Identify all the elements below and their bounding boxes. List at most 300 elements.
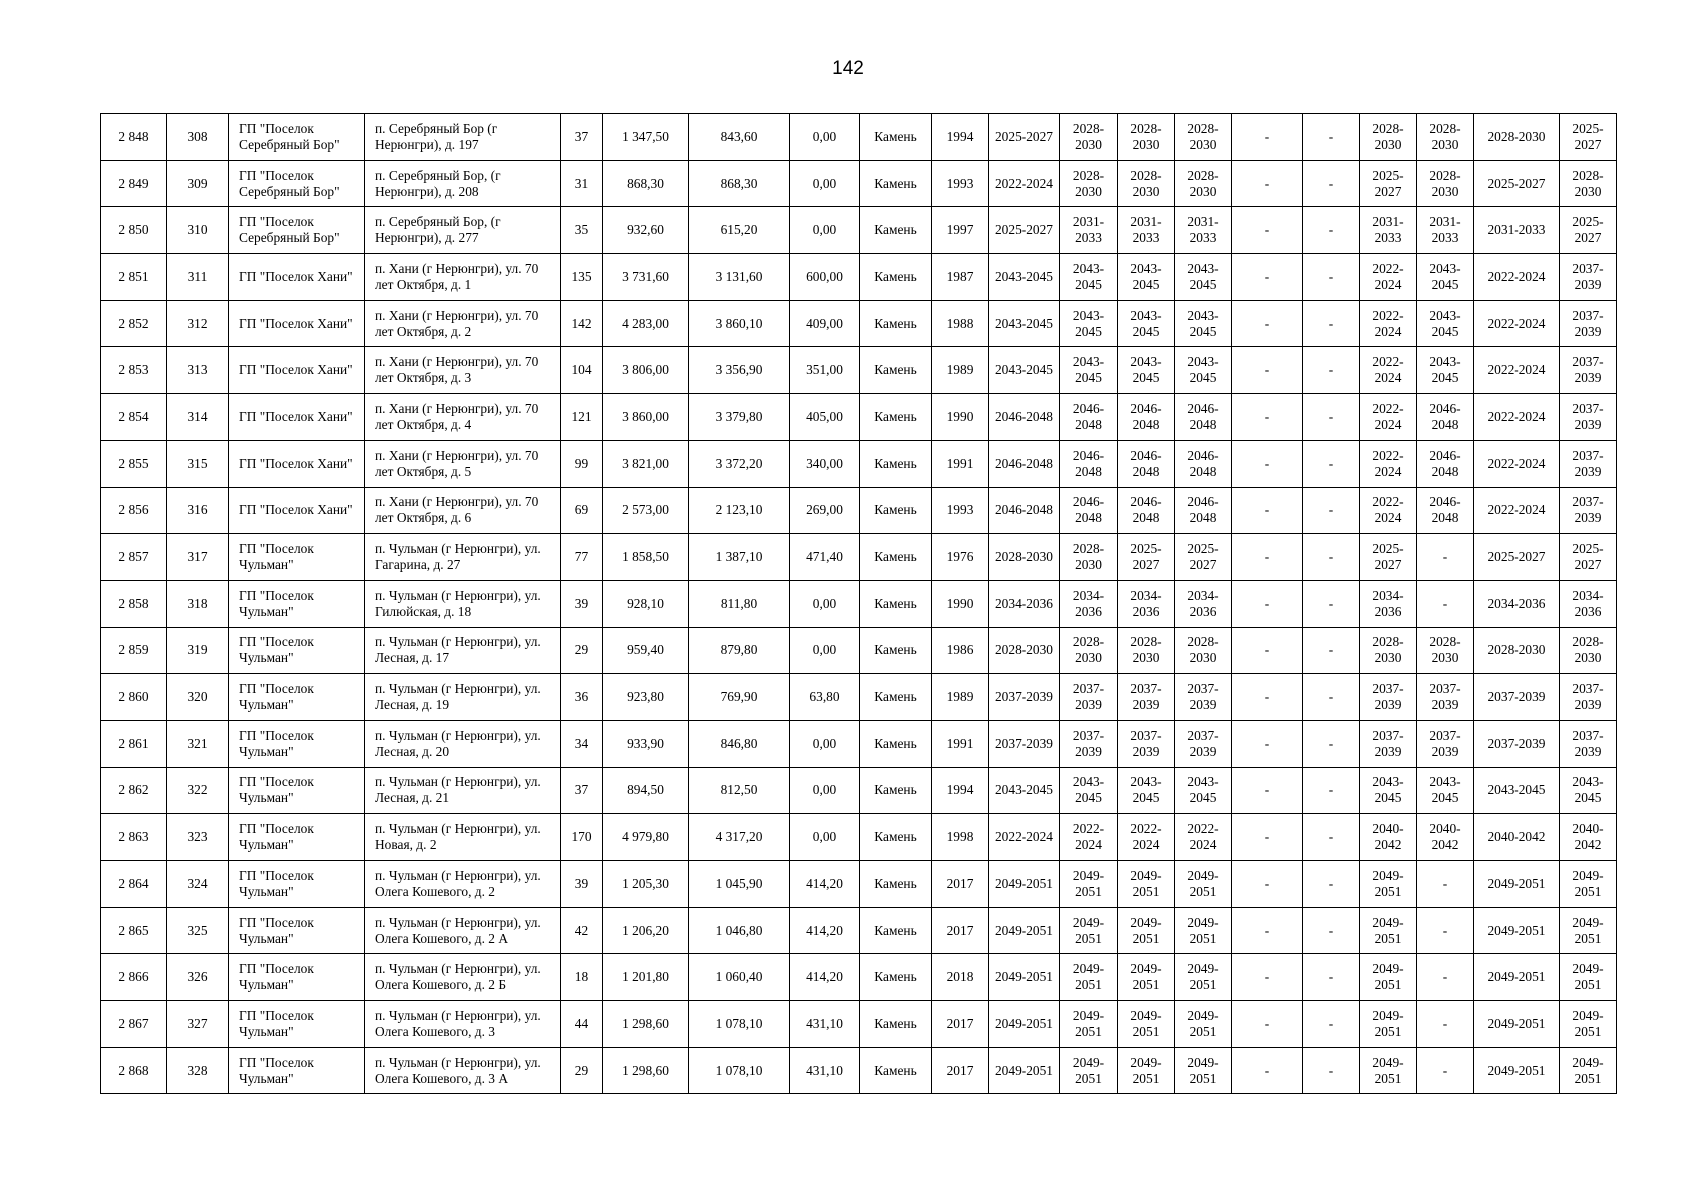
cell-period-7: 2049-2051 bbox=[1360, 861, 1417, 908]
cell-residents: 69 bbox=[561, 487, 603, 534]
cell-period-2: 2046-2048 bbox=[1060, 394, 1118, 441]
cell-period-5: - bbox=[1232, 534, 1303, 581]
table-row bbox=[101, 114, 1617, 161]
cell-wall-material: Камень bbox=[860, 300, 932, 347]
table-row bbox=[101, 534, 1617, 581]
cell-period-6: - bbox=[1303, 160, 1360, 207]
cell-nonresidential-area: 414,20 bbox=[790, 954, 860, 1001]
cell-period-8: 2046-2048 bbox=[1417, 440, 1474, 487]
cell-period-4: 2046-2048 bbox=[1175, 440, 1232, 487]
cell-build-year: 1989 bbox=[932, 674, 989, 721]
cell-local-number: 321 bbox=[167, 720, 229, 767]
table-row bbox=[101, 954, 1617, 1001]
cell-period-9: 2022-2024 bbox=[1474, 347, 1560, 394]
cell-period-6: - bbox=[1303, 861, 1360, 908]
housing-repair-schedule-table bbox=[100, 113, 1617, 1094]
cell-address: п. Чульман (г Нерюнгри), ул. Гилюйская, д. 18 bbox=[365, 580, 561, 627]
cell-period-4: 2046-2048 bbox=[1175, 487, 1232, 534]
cell-period-8: - bbox=[1417, 954, 1474, 1001]
cell-period-3: 2046-2048 bbox=[1118, 394, 1175, 441]
cell-period-6: - bbox=[1303, 347, 1360, 394]
cell-total-area: 3 821,00 bbox=[603, 440, 689, 487]
cell-period-2: 2046-2048 bbox=[1060, 440, 1118, 487]
table-row bbox=[101, 300, 1617, 347]
cell-address: п. Хани (г Нерюнгри), ул. 70 лет Октября, д. 4 bbox=[365, 394, 561, 441]
cell-wall-material: Камень bbox=[860, 487, 932, 534]
cell-period-2: 2049-2051 bbox=[1060, 907, 1118, 954]
cell-living-area: 1 060,40 bbox=[689, 954, 790, 1001]
cell-row-number: 2 857 bbox=[101, 534, 167, 581]
cell-period-8: - bbox=[1417, 1047, 1474, 1094]
cell-period-2: 2043-2045 bbox=[1060, 300, 1118, 347]
cell-municipality: ГП "Поселок Хани" bbox=[229, 487, 365, 534]
cell-period-4: 2034-2036 bbox=[1175, 580, 1232, 627]
cell-period-9: 2022-2024 bbox=[1474, 440, 1560, 487]
cell-period-2: 2028-2030 bbox=[1060, 627, 1118, 674]
cell-period-6: - bbox=[1303, 814, 1360, 861]
cell-period-4: 2031-2033 bbox=[1175, 207, 1232, 254]
cell-period-7: 2049-2051 bbox=[1360, 907, 1417, 954]
cell-period-8: - bbox=[1417, 861, 1474, 908]
cell-period-3: 2049-2051 bbox=[1118, 954, 1175, 1001]
cell-period-6: - bbox=[1303, 674, 1360, 721]
cell-municipality: ГП "Поселок Чульман" bbox=[229, 580, 365, 627]
cell-living-area: 843,60 bbox=[689, 114, 790, 161]
cell-living-area: 811,80 bbox=[689, 580, 790, 627]
cell-period-7: 2022-2024 bbox=[1360, 347, 1417, 394]
cell-nonresidential-area: 0,00 bbox=[790, 720, 860, 767]
cell-period-4: 2028-2030 bbox=[1175, 160, 1232, 207]
cell-period-3: 2049-2051 bbox=[1118, 861, 1175, 908]
cell-local-number: 308 bbox=[167, 114, 229, 161]
table-row bbox=[101, 160, 1617, 207]
cell-residents: 77 bbox=[561, 534, 603, 581]
cell-period-10: 2037-2039 bbox=[1560, 440, 1617, 487]
cell-period-4: 2022-2024 bbox=[1175, 814, 1232, 861]
cell-period-7: 2043-2045 bbox=[1360, 767, 1417, 814]
table-row bbox=[101, 207, 1617, 254]
cell-period-2: 2037-2039 bbox=[1060, 720, 1118, 767]
cell-period-9: 2025-2027 bbox=[1474, 160, 1560, 207]
table-row bbox=[101, 767, 1617, 814]
cell-period-6: - bbox=[1303, 1047, 1360, 1094]
cell-nonresidential-area: 414,20 bbox=[790, 861, 860, 908]
cell-total-area: 2 573,00 bbox=[603, 487, 689, 534]
cell-residents: 170 bbox=[561, 814, 603, 861]
cell-municipality: ГП "Поселок Чульман" bbox=[229, 720, 365, 767]
cell-total-area: 959,40 bbox=[603, 627, 689, 674]
cell-period-9: 2049-2051 bbox=[1474, 861, 1560, 908]
cell-build-year: 1990 bbox=[932, 394, 989, 441]
cell-wall-material: Камень bbox=[860, 627, 932, 674]
cell-period-4: 2049-2051 bbox=[1175, 907, 1232, 954]
cell-address: п. Хани (г Нерюнгри), ул. 70 лет Октября, д. 2 bbox=[365, 300, 561, 347]
cell-period-2: 2028-2030 bbox=[1060, 160, 1118, 207]
cell-address: п. Чульман (г Нерюнгри), ул. Лесная, д. 20 bbox=[365, 720, 561, 767]
cell-municipality: ГП "Поселок Чульман" bbox=[229, 534, 365, 581]
cell-residents: 29 bbox=[561, 627, 603, 674]
cell-nonresidential-area: 0,00 bbox=[790, 814, 860, 861]
cell-nonresidential-area: 0,00 bbox=[790, 580, 860, 627]
cell-period-8: - bbox=[1417, 907, 1474, 954]
cell-address: п. Чульман (г Нерюнгри), ул. Лесная, д. 17 bbox=[365, 627, 561, 674]
cell-period-6: - bbox=[1303, 394, 1360, 441]
cell-period-6: - bbox=[1303, 534, 1360, 581]
cell-total-area: 1 205,30 bbox=[603, 861, 689, 908]
cell-wall-material: Камень bbox=[860, 160, 932, 207]
cell-wall-material: Камень bbox=[860, 954, 932, 1001]
cell-period-2: 2049-2051 bbox=[1060, 861, 1118, 908]
cell-period-7: 2031-2033 bbox=[1360, 207, 1417, 254]
cell-build-year: 1989 bbox=[932, 347, 989, 394]
table-row bbox=[101, 814, 1617, 861]
cell-period-4: 2049-2051 bbox=[1175, 1047, 1232, 1094]
cell-period-6: - bbox=[1303, 300, 1360, 347]
cell-row-number: 2 851 bbox=[101, 254, 167, 301]
cell-residents: 142 bbox=[561, 300, 603, 347]
cell-period-9: 2028-2030 bbox=[1474, 627, 1560, 674]
cell-period-4: 2028-2030 bbox=[1175, 114, 1232, 161]
cell-period-3: 2037-2039 bbox=[1118, 720, 1175, 767]
cell-wall-material: Камень bbox=[860, 767, 932, 814]
table-row bbox=[101, 861, 1617, 908]
cell-period-2: 2043-2045 bbox=[1060, 767, 1118, 814]
cell-period-1: 2022-2024 bbox=[989, 814, 1060, 861]
cell-period-7: 2037-2039 bbox=[1360, 674, 1417, 721]
cell-living-area: 4 317,20 bbox=[689, 814, 790, 861]
cell-period-7: 2022-2024 bbox=[1360, 487, 1417, 534]
cell-period-1: 2022-2024 bbox=[989, 160, 1060, 207]
cell-address: п. Чульман (г Нерюнгри), ул. Гагарина, д. 27 bbox=[365, 534, 561, 581]
cell-period-3: 2046-2048 bbox=[1118, 440, 1175, 487]
cell-row-number: 2 854 bbox=[101, 394, 167, 441]
cell-period-3: 2028-2030 bbox=[1118, 627, 1175, 674]
cell-residents: 135 bbox=[561, 254, 603, 301]
cell-period-7: 2025-2027 bbox=[1360, 534, 1417, 581]
cell-wall-material: Камень bbox=[860, 440, 932, 487]
cell-period-2: 2046-2048 bbox=[1060, 487, 1118, 534]
cell-residents: 42 bbox=[561, 907, 603, 954]
cell-nonresidential-area: 600,00 bbox=[790, 254, 860, 301]
cell-period-7: 2049-2051 bbox=[1360, 1047, 1417, 1094]
cell-period-7: 2049-2051 bbox=[1360, 954, 1417, 1001]
cell-period-6: - bbox=[1303, 114, 1360, 161]
cell-period-1: 2049-2051 bbox=[989, 907, 1060, 954]
cell-wall-material: Камень bbox=[860, 207, 932, 254]
cell-period-8: - bbox=[1417, 1001, 1474, 1048]
cell-municipality: ГП "Поселок Чульман" bbox=[229, 907, 365, 954]
table-row bbox=[101, 720, 1617, 767]
cell-local-number: 320 bbox=[167, 674, 229, 721]
cell-local-number: 313 bbox=[167, 347, 229, 394]
cell-living-area: 812,50 bbox=[689, 767, 790, 814]
cell-total-area: 1 201,80 bbox=[603, 954, 689, 1001]
cell-living-area: 1 046,80 bbox=[689, 907, 790, 954]
cell-period-8: 2031-2033 bbox=[1417, 207, 1474, 254]
cell-period-10: 2034-2036 bbox=[1560, 580, 1617, 627]
cell-residents: 37 bbox=[561, 767, 603, 814]
cell-residents: 29 bbox=[561, 1047, 603, 1094]
cell-period-7: 2040-2042 bbox=[1360, 814, 1417, 861]
cell-local-number: 322 bbox=[167, 767, 229, 814]
cell-nonresidential-area: 0,00 bbox=[790, 114, 860, 161]
cell-period-10: 2049-2051 bbox=[1560, 907, 1617, 954]
cell-wall-material: Камень bbox=[860, 1047, 932, 1094]
cell-total-area: 928,10 bbox=[603, 580, 689, 627]
cell-period-4: 2028-2030 bbox=[1175, 627, 1232, 674]
cell-period-10: 2037-2039 bbox=[1560, 254, 1617, 301]
cell-period-7: 2022-2024 bbox=[1360, 300, 1417, 347]
cell-local-number: 311 bbox=[167, 254, 229, 301]
cell-row-number: 2 848 bbox=[101, 114, 167, 161]
cell-period-6: - bbox=[1303, 954, 1360, 1001]
cell-municipality: ГП "Поселок Чульман" bbox=[229, 767, 365, 814]
cell-address: п. Чульман (г Нерюнгри), ул. Лесная, д. 21 bbox=[365, 767, 561, 814]
cell-period-7: 2028-2030 bbox=[1360, 114, 1417, 161]
cell-residents: 39 bbox=[561, 580, 603, 627]
cell-nonresidential-area: 0,00 bbox=[790, 207, 860, 254]
cell-residents: 36 bbox=[561, 674, 603, 721]
cell-period-10: 2049-2051 bbox=[1560, 861, 1617, 908]
cell-local-number: 314 bbox=[167, 394, 229, 441]
cell-nonresidential-area: 340,00 bbox=[790, 440, 860, 487]
cell-period-4: 2043-2045 bbox=[1175, 347, 1232, 394]
cell-address: п. Чульман (г Нерюнгри), ул. Олега Кошевого, д. 3 bbox=[365, 1001, 561, 1048]
cell-period-10: 2037-2039 bbox=[1560, 394, 1617, 441]
cell-period-1: 2043-2045 bbox=[989, 254, 1060, 301]
cell-period-9: 2025-2027 bbox=[1474, 534, 1560, 581]
cell-wall-material: Камень bbox=[860, 814, 932, 861]
cell-period-8: 2046-2048 bbox=[1417, 487, 1474, 534]
cell-row-number: 2 866 bbox=[101, 954, 167, 1001]
cell-nonresidential-area: 431,10 bbox=[790, 1001, 860, 1048]
cell-local-number: 326 bbox=[167, 954, 229, 1001]
cell-period-9: 2031-2033 bbox=[1474, 207, 1560, 254]
page-number: 142 bbox=[832, 58, 864, 79]
table-row bbox=[101, 674, 1617, 721]
cell-build-year: 1994 bbox=[932, 767, 989, 814]
cell-period-8: 2043-2045 bbox=[1417, 347, 1474, 394]
cell-wall-material: Камень bbox=[860, 394, 932, 441]
cell-row-number: 2 859 bbox=[101, 627, 167, 674]
cell-row-number: 2 856 bbox=[101, 487, 167, 534]
cell-nonresidential-area: 351,00 bbox=[790, 347, 860, 394]
cell-period-3: 2025-2027 bbox=[1118, 534, 1175, 581]
cell-period-7: 2028-2030 bbox=[1360, 627, 1417, 674]
cell-local-number: 319 bbox=[167, 627, 229, 674]
table-row bbox=[101, 580, 1617, 627]
cell-period-10: 2049-2051 bbox=[1560, 1001, 1617, 1048]
cell-period-8: 2040-2042 bbox=[1417, 814, 1474, 861]
cell-row-number: 2 862 bbox=[101, 767, 167, 814]
cell-period-4: 2043-2045 bbox=[1175, 300, 1232, 347]
cell-total-area: 1 298,60 bbox=[603, 1047, 689, 1094]
cell-living-area: 3 379,80 bbox=[689, 394, 790, 441]
cell-period-1: 2043-2045 bbox=[989, 767, 1060, 814]
cell-nonresidential-area: 269,00 bbox=[790, 487, 860, 534]
cell-address: п. Хани (г Нерюнгри), ул. 70 лет Октября, д. 3 bbox=[365, 347, 561, 394]
cell-period-5: - bbox=[1232, 1047, 1303, 1094]
cell-period-4: 2043-2045 bbox=[1175, 767, 1232, 814]
cell-period-3: 2028-2030 bbox=[1118, 160, 1175, 207]
cell-municipality: ГП "Поселок Чульман" bbox=[229, 954, 365, 1001]
cell-period-1: 2043-2045 bbox=[989, 347, 1060, 394]
cell-build-year: 1988 bbox=[932, 300, 989, 347]
table-row bbox=[101, 487, 1617, 534]
cell-municipality: ГП "Поселок Чульман" bbox=[229, 861, 365, 908]
cell-period-10: 2037-2039 bbox=[1560, 487, 1617, 534]
cell-living-area: 1 387,10 bbox=[689, 534, 790, 581]
cell-period-8: 2028-2030 bbox=[1417, 114, 1474, 161]
cell-period-6: - bbox=[1303, 580, 1360, 627]
cell-wall-material: Камень bbox=[860, 580, 932, 627]
cell-nonresidential-area: 0,00 bbox=[790, 160, 860, 207]
cell-period-7: 2022-2024 bbox=[1360, 254, 1417, 301]
cell-residents: 18 bbox=[561, 954, 603, 1001]
cell-total-area: 3 860,00 bbox=[603, 394, 689, 441]
cell-residents: 121 bbox=[561, 394, 603, 441]
cell-residents: 35 bbox=[561, 207, 603, 254]
cell-wall-material: Камень bbox=[860, 907, 932, 954]
cell-period-1: 2028-2030 bbox=[989, 627, 1060, 674]
cell-living-area: 1 045,90 bbox=[689, 861, 790, 908]
cell-period-6: - bbox=[1303, 720, 1360, 767]
cell-address: п. Чульман (г Нерюнгри), ул. Лесная, д. 19 bbox=[365, 674, 561, 721]
cell-wall-material: Камень bbox=[860, 347, 932, 394]
cell-period-5: - bbox=[1232, 861, 1303, 908]
cell-period-10: 2037-2039 bbox=[1560, 300, 1617, 347]
cell-period-8: 2043-2045 bbox=[1417, 767, 1474, 814]
cell-wall-material: Камень bbox=[860, 534, 932, 581]
cell-period-2: 2049-2051 bbox=[1060, 1047, 1118, 1094]
cell-row-number: 2 861 bbox=[101, 720, 167, 767]
cell-period-9: 2040-2042 bbox=[1474, 814, 1560, 861]
cell-period-10: 2025-2027 bbox=[1560, 207, 1617, 254]
table-row bbox=[101, 254, 1617, 301]
cell-period-9: 2043-2045 bbox=[1474, 767, 1560, 814]
cell-period-5: - bbox=[1232, 487, 1303, 534]
cell-period-4: 2049-2051 bbox=[1175, 954, 1232, 1001]
cell-wall-material: Камень bbox=[860, 114, 932, 161]
cell-period-2: 2031-2033 bbox=[1060, 207, 1118, 254]
cell-period-6: - bbox=[1303, 627, 1360, 674]
cell-period-5: - bbox=[1232, 394, 1303, 441]
cell-period-1: 2046-2048 bbox=[989, 440, 1060, 487]
cell-residents: 44 bbox=[561, 1001, 603, 1048]
cell-period-5: - bbox=[1232, 767, 1303, 814]
cell-wall-material: Камень bbox=[860, 254, 932, 301]
cell-period-9: 2022-2024 bbox=[1474, 487, 1560, 534]
cell-build-year: 1993 bbox=[932, 160, 989, 207]
cell-local-number: 312 bbox=[167, 300, 229, 347]
cell-period-5: - bbox=[1232, 907, 1303, 954]
cell-period-5: - bbox=[1232, 674, 1303, 721]
cell-nonresidential-area: 405,00 bbox=[790, 394, 860, 441]
cell-address: п. Хани (г Нерюнгри), ул. 70 лет Октября, д. 5 bbox=[365, 440, 561, 487]
cell-period-5: - bbox=[1232, 160, 1303, 207]
cell-row-number: 2 849 bbox=[101, 160, 167, 207]
cell-living-area: 1 078,10 bbox=[689, 1001, 790, 1048]
cell-row-number: 2 850 bbox=[101, 207, 167, 254]
cell-period-7: 2049-2051 bbox=[1360, 1001, 1417, 1048]
cell-local-number: 315 bbox=[167, 440, 229, 487]
cell-period-6: - bbox=[1303, 440, 1360, 487]
cell-period-1: 2043-2045 bbox=[989, 300, 1060, 347]
cell-municipality: ГП "Поселок Чульман" bbox=[229, 1047, 365, 1094]
cell-period-5: - bbox=[1232, 627, 1303, 674]
cell-municipality: ГП "Поселок Хани" bbox=[229, 394, 365, 441]
table-row bbox=[101, 440, 1617, 487]
cell-period-6: - bbox=[1303, 767, 1360, 814]
cell-period-2: 2043-2045 bbox=[1060, 254, 1118, 301]
cell-period-4: 2037-2039 bbox=[1175, 674, 1232, 721]
cell-residents: 34 bbox=[561, 720, 603, 767]
cell-build-year: 2017 bbox=[932, 861, 989, 908]
cell-period-10: 2025-2027 bbox=[1560, 534, 1617, 581]
cell-municipality: ГП "Поселок Чульман" bbox=[229, 814, 365, 861]
cell-period-4: 2049-2051 bbox=[1175, 1001, 1232, 1048]
cell-period-9: 2049-2051 bbox=[1474, 1047, 1560, 1094]
cell-row-number: 2 867 bbox=[101, 1001, 167, 1048]
cell-period-5: - bbox=[1232, 207, 1303, 254]
cell-period-9: 2022-2024 bbox=[1474, 394, 1560, 441]
table-row bbox=[101, 347, 1617, 394]
cell-period-5: - bbox=[1232, 580, 1303, 627]
cell-municipality: ГП "Поселок Хани" bbox=[229, 254, 365, 301]
cell-period-4: 2025-2027 bbox=[1175, 534, 1232, 581]
cell-period-8: 2028-2030 bbox=[1417, 627, 1474, 674]
cell-period-6: - bbox=[1303, 487, 1360, 534]
cell-build-year: 1976 bbox=[932, 534, 989, 581]
cell-row-number: 2 860 bbox=[101, 674, 167, 721]
cell-period-3: 2046-2048 bbox=[1118, 487, 1175, 534]
cell-total-area: 932,60 bbox=[603, 207, 689, 254]
cell-nonresidential-area: 431,10 bbox=[790, 1047, 860, 1094]
cell-period-8: 2043-2045 bbox=[1417, 254, 1474, 301]
cell-local-number: 327 bbox=[167, 1001, 229, 1048]
table-row bbox=[101, 1001, 1617, 1048]
table-row bbox=[101, 627, 1617, 674]
cell-period-1: 2049-2051 bbox=[989, 861, 1060, 908]
cell-living-area: 3 356,90 bbox=[689, 347, 790, 394]
cell-row-number: 2 853 bbox=[101, 347, 167, 394]
cell-living-area: 868,30 bbox=[689, 160, 790, 207]
cell-municipality: ГП "Поселок Чульман" bbox=[229, 674, 365, 721]
cell-period-3: 2049-2051 bbox=[1118, 907, 1175, 954]
cell-build-year: 1993 bbox=[932, 487, 989, 534]
cell-period-10: 2037-2039 bbox=[1560, 347, 1617, 394]
cell-build-year: 2017 bbox=[932, 1001, 989, 1048]
cell-living-area: 879,80 bbox=[689, 627, 790, 674]
cell-period-5: - bbox=[1232, 440, 1303, 487]
cell-living-area: 769,90 bbox=[689, 674, 790, 721]
cell-period-3: 2043-2045 bbox=[1118, 254, 1175, 301]
cell-period-5: - bbox=[1232, 347, 1303, 394]
cell-period-1: 2037-2039 bbox=[989, 674, 1060, 721]
cell-period-9: 2049-2051 bbox=[1474, 954, 1560, 1001]
cell-local-number: 328 bbox=[167, 1047, 229, 1094]
cell-address: п. Чульман (г Нерюнгри), ул. Олега Кошевого, д. 3 А bbox=[365, 1047, 561, 1094]
cell-period-5: - bbox=[1232, 720, 1303, 767]
cell-period-5: - bbox=[1232, 954, 1303, 1001]
cell-local-number: 309 bbox=[167, 160, 229, 207]
cell-period-7: 2037-2039 bbox=[1360, 720, 1417, 767]
cell-total-area: 868,30 bbox=[603, 160, 689, 207]
cell-period-3: 2049-2051 bbox=[1118, 1001, 1175, 1048]
cell-build-year: 2017 bbox=[932, 1047, 989, 1094]
cell-build-year: 1994 bbox=[932, 114, 989, 161]
cell-period-10: 2037-2039 bbox=[1560, 720, 1617, 767]
